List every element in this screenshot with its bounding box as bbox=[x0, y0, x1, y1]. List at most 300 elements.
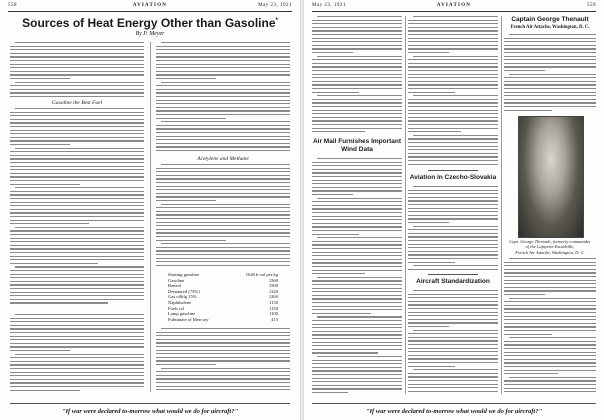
text-line bbox=[156, 60, 290, 61]
fuel-heat-value: 1320 bbox=[268, 288, 278, 294]
text-line bbox=[413, 56, 498, 57]
text-line bbox=[312, 187, 402, 188]
text-line bbox=[156, 103, 290, 104]
text-line bbox=[408, 366, 455, 367]
magazine-name: AVIATION bbox=[436, 3, 472, 8]
text-line bbox=[504, 355, 596, 356]
text-line bbox=[312, 306, 402, 307]
text-line bbox=[408, 120, 498, 121]
text-line bbox=[408, 315, 498, 316]
text-line bbox=[10, 155, 144, 156]
text-line bbox=[10, 318, 144, 319]
text-line bbox=[408, 142, 498, 143]
magazine-name: AVIATION bbox=[132, 3, 168, 8]
text-line bbox=[408, 244, 498, 245]
text-line bbox=[408, 38, 498, 39]
text-line bbox=[312, 338, 402, 339]
text-line bbox=[408, 81, 498, 82]
text-line bbox=[312, 262, 402, 263]
text-line bbox=[408, 66, 498, 67]
heading-captain-thenault: Captain George Thenault bbox=[511, 16, 589, 23]
footer-slogan: "If war were declared to-morrow what would we do for aircraft?" bbox=[61, 408, 239, 415]
text-line bbox=[156, 353, 290, 354]
fuel-name: Denatured (75%) bbox=[168, 288, 200, 294]
text-line bbox=[156, 254, 290, 255]
text-line bbox=[312, 128, 402, 129]
text-line bbox=[408, 229, 498, 230]
text-line bbox=[504, 88, 596, 89]
text-line bbox=[312, 342, 402, 343]
profile-subtitle: French Air Attache, Washington, D. C. bbox=[510, 25, 590, 30]
text-line bbox=[156, 350, 290, 351]
text-line bbox=[312, 30, 402, 31]
text-line bbox=[10, 173, 144, 174]
text-line bbox=[509, 377, 596, 378]
text-line bbox=[317, 277, 402, 278]
text-line bbox=[10, 325, 144, 326]
text-line bbox=[408, 258, 498, 259]
text-line bbox=[10, 115, 144, 116]
text-line bbox=[156, 258, 290, 259]
text-line bbox=[312, 117, 402, 118]
body-column-2 bbox=[156, 42, 290, 392]
text-line bbox=[413, 226, 498, 227]
text-line bbox=[156, 357, 290, 358]
text-line bbox=[504, 359, 596, 360]
text-line bbox=[10, 346, 144, 347]
text-line bbox=[408, 297, 498, 298]
text-line bbox=[156, 335, 290, 336]
fuel-name: Starting gasoline bbox=[168, 272, 200, 277]
text-line bbox=[10, 256, 144, 257]
text-line bbox=[504, 59, 596, 60]
text-line bbox=[15, 108, 144, 109]
text-line bbox=[312, 27, 402, 28]
text-line bbox=[156, 211, 290, 212]
text-line bbox=[504, 391, 596, 392]
text-line bbox=[408, 138, 498, 139]
text-line bbox=[408, 34, 498, 35]
text-line bbox=[504, 269, 596, 270]
text-line bbox=[408, 204, 498, 205]
text-line bbox=[10, 339, 144, 340]
text-line bbox=[156, 332, 290, 333]
text-line bbox=[10, 220, 144, 221]
text-line bbox=[10, 209, 144, 210]
text-line bbox=[10, 382, 144, 383]
text-line bbox=[504, 66, 596, 67]
text-line bbox=[408, 222, 449, 223]
text-line bbox=[156, 339, 290, 340]
fuel-name: Naphthalene bbox=[168, 299, 192, 305]
text-line bbox=[161, 328, 290, 329]
text-line bbox=[156, 261, 290, 262]
text-line bbox=[504, 344, 596, 345]
text-line bbox=[10, 122, 144, 123]
text-line bbox=[312, 113, 402, 114]
fuel-name: Fuels oil bbox=[168, 305, 184, 311]
text-line bbox=[408, 45, 498, 46]
text-line bbox=[156, 229, 290, 230]
text-line bbox=[10, 74, 144, 75]
text-line bbox=[408, 294, 498, 295]
text-line bbox=[156, 189, 290, 190]
text-line bbox=[312, 70, 402, 71]
text-line bbox=[408, 312, 498, 313]
text-line bbox=[408, 84, 498, 85]
text-line bbox=[10, 85, 144, 86]
text-line bbox=[408, 215, 498, 216]
text-line bbox=[312, 388, 402, 389]
text-line bbox=[156, 132, 290, 133]
text-line bbox=[15, 42, 144, 43]
text-line bbox=[156, 125, 290, 126]
text-line bbox=[156, 143, 290, 144]
text-line bbox=[10, 53, 144, 54]
text-line bbox=[312, 41, 402, 42]
text-line bbox=[10, 299, 144, 300]
text-line bbox=[312, 124, 402, 125]
text-line bbox=[156, 386, 290, 387]
text-line bbox=[504, 380, 596, 381]
text-line bbox=[312, 230, 402, 231]
text-line bbox=[312, 255, 402, 256]
text-line bbox=[156, 110, 290, 111]
footer-rule bbox=[10, 403, 290, 404]
text-line bbox=[504, 95, 596, 96]
text-line bbox=[504, 294, 545, 295]
fuel-name: Lamp gasoline bbox=[168, 311, 196, 317]
text-line bbox=[10, 151, 144, 152]
text-line bbox=[10, 288, 144, 289]
text-line bbox=[15, 314, 144, 315]
text-line bbox=[15, 82, 144, 83]
text-line bbox=[10, 321, 144, 322]
text-line bbox=[312, 248, 402, 249]
text-line bbox=[10, 361, 144, 362]
text-line bbox=[504, 373, 558, 374]
text-line bbox=[312, 120, 402, 121]
header-rule bbox=[8, 11, 292, 12]
text-line bbox=[504, 283, 596, 284]
text-line bbox=[312, 288, 402, 289]
right-page bbox=[304, 0, 604, 420]
text-line bbox=[312, 172, 402, 173]
text-line bbox=[10, 60, 144, 61]
text-line bbox=[312, 66, 402, 67]
text-line bbox=[10, 162, 144, 163]
text-line bbox=[161, 164, 290, 165]
issue-date: May 23, 1921 bbox=[258, 3, 292, 8]
text-line bbox=[156, 96, 290, 97]
text-line bbox=[509, 74, 596, 75]
text-line bbox=[156, 382, 290, 383]
heading-air-mail-wind-data: Air Mail Furnishes Important Wind Data bbox=[312, 138, 402, 153]
text-line bbox=[156, 342, 290, 343]
text-line bbox=[156, 178, 290, 179]
text-line bbox=[504, 70, 545, 71]
text-line bbox=[10, 96, 144, 97]
column-divider bbox=[150, 42, 151, 392]
text-line bbox=[10, 372, 144, 373]
text-line bbox=[10, 126, 144, 127]
text-line bbox=[156, 225, 290, 226]
text-line bbox=[312, 298, 402, 299]
text-line bbox=[156, 136, 290, 137]
text-line bbox=[504, 110, 552, 111]
text-line bbox=[156, 346, 290, 347]
text-line bbox=[504, 45, 596, 46]
text-line bbox=[312, 381, 402, 382]
text-line bbox=[156, 250, 290, 251]
text-line bbox=[10, 216, 144, 217]
text-line bbox=[156, 240, 226, 241]
text-line bbox=[312, 302, 402, 303]
text-line bbox=[312, 84, 402, 85]
text-line bbox=[408, 52, 449, 53]
text-line bbox=[10, 56, 144, 57]
text-line bbox=[312, 45, 402, 46]
text-line bbox=[504, 362, 596, 363]
text-line bbox=[156, 222, 290, 223]
text-line bbox=[312, 92, 359, 93]
text-line bbox=[10, 198, 144, 199]
text-line bbox=[312, 280, 402, 281]
text-line bbox=[161, 368, 290, 369]
text-line bbox=[312, 165, 402, 166]
text-line bbox=[312, 266, 402, 267]
fuel-table-row bbox=[168, 317, 278, 323]
text-line bbox=[161, 243, 290, 244]
fuel-name: Gasoline bbox=[168, 277, 185, 283]
text-line bbox=[317, 198, 402, 199]
text-line bbox=[312, 374, 402, 375]
text-line bbox=[312, 38, 402, 39]
text-line bbox=[10, 166, 144, 167]
text-line bbox=[408, 326, 449, 327]
text-line bbox=[408, 340, 498, 341]
text-line bbox=[156, 186, 290, 187]
text-line bbox=[312, 259, 402, 260]
text-line bbox=[10, 292, 144, 293]
text-line bbox=[312, 77, 402, 78]
text-line bbox=[15, 227, 144, 228]
text-line bbox=[156, 375, 290, 376]
text-line bbox=[312, 88, 402, 89]
text-line bbox=[413, 330, 498, 331]
column-divider bbox=[501, 16, 502, 394]
text-line bbox=[156, 78, 216, 79]
text-line bbox=[312, 219, 402, 220]
text-line bbox=[408, 110, 498, 111]
fuel-name: Benzol bbox=[168, 283, 182, 289]
text-line bbox=[156, 53, 290, 54]
text-line bbox=[156, 100, 290, 101]
text-line bbox=[15, 266, 144, 267]
text-line bbox=[408, 131, 461, 132]
text-line bbox=[509, 337, 596, 338]
text-line bbox=[10, 281, 144, 282]
text-line bbox=[413, 265, 498, 266]
text-line bbox=[10, 133, 144, 134]
text-line bbox=[156, 182, 290, 183]
text-line bbox=[10, 223, 89, 224]
text-line bbox=[10, 64, 144, 65]
text-line bbox=[317, 16, 402, 17]
text-line bbox=[312, 201, 402, 202]
text-line bbox=[312, 324, 402, 325]
text-line bbox=[408, 190, 498, 191]
text-line bbox=[156, 371, 290, 372]
text-line bbox=[10, 137, 144, 138]
text-line bbox=[408, 208, 498, 209]
text-line bbox=[10, 212, 144, 213]
text-line bbox=[312, 367, 402, 368]
text-line bbox=[156, 193, 290, 194]
text-line bbox=[408, 102, 498, 103]
text-line bbox=[408, 59, 498, 60]
text-line bbox=[317, 95, 402, 96]
fuel-name: Gas oilblg 15% bbox=[168, 294, 197, 300]
text-line bbox=[10, 252, 144, 253]
text-line bbox=[156, 92, 290, 93]
text-line bbox=[10, 202, 144, 203]
text-line bbox=[312, 360, 402, 361]
text-line bbox=[312, 20, 402, 21]
text-line bbox=[408, 362, 498, 363]
text-line bbox=[10, 379, 144, 380]
text-line bbox=[408, 99, 498, 100]
text-line bbox=[504, 287, 596, 288]
byline: By P. Meyer bbox=[135, 31, 165, 37]
text-line bbox=[156, 89, 290, 90]
text-line bbox=[504, 272, 596, 273]
text-line bbox=[10, 176, 144, 177]
text-line bbox=[408, 304, 498, 305]
left-page bbox=[0, 0, 300, 420]
text-line bbox=[408, 153, 498, 154]
text-line bbox=[10, 343, 144, 344]
text-line bbox=[10, 67, 144, 68]
text-line bbox=[408, 348, 498, 349]
text-line bbox=[10, 180, 144, 181]
text-line bbox=[10, 284, 144, 285]
fuel-heat-value: 1100 bbox=[268, 311, 278, 317]
text-line bbox=[312, 194, 353, 195]
text-line bbox=[312, 370, 402, 371]
text-line bbox=[408, 70, 498, 71]
text-line bbox=[312, 291, 402, 292]
text-line bbox=[408, 301, 498, 302]
text-line bbox=[161, 204, 290, 205]
text-line bbox=[156, 232, 290, 233]
text-line bbox=[312, 131, 365, 132]
text-line bbox=[156, 118, 226, 119]
text-line bbox=[413, 95, 498, 96]
text-line bbox=[156, 218, 290, 219]
text-line bbox=[504, 276, 596, 277]
text-line bbox=[312, 106, 402, 107]
text-line bbox=[413, 135, 498, 136]
text-line bbox=[312, 102, 402, 103]
text-line bbox=[504, 63, 596, 64]
text-line bbox=[156, 171, 290, 172]
text-line bbox=[156, 196, 290, 197]
text-line bbox=[408, 48, 498, 49]
text-line bbox=[504, 48, 596, 49]
text-line bbox=[10, 270, 144, 271]
section-rule bbox=[428, 274, 478, 275]
text-line bbox=[504, 334, 552, 335]
text-line bbox=[312, 34, 402, 35]
text-line bbox=[161, 121, 290, 122]
text-line bbox=[408, 380, 498, 381]
text-line bbox=[161, 82, 290, 83]
text-line bbox=[312, 241, 402, 242]
text-line bbox=[408, 23, 498, 24]
text-line bbox=[10, 205, 144, 206]
text-line bbox=[10, 46, 144, 47]
text-line bbox=[408, 269, 498, 270]
text-line bbox=[156, 146, 290, 147]
text-line bbox=[408, 117, 498, 118]
fuel-heat-value: 1640 k-cal per kg bbox=[245, 272, 278, 277]
heading-czecho-slovakia: Aviation in Czecho-Slovakia bbox=[409, 174, 497, 181]
text-line bbox=[156, 247, 290, 248]
text-line bbox=[312, 295, 402, 296]
text-line bbox=[312, 334, 402, 335]
fuel-heat-value: 1260 bbox=[268, 294, 278, 300]
caption-line-1: Capt. George Thenault, formerly commander of the Lafayette Escadrille, bbox=[509, 239, 591, 250]
column-divider bbox=[405, 16, 406, 394]
text-line bbox=[504, 366, 596, 367]
text-line bbox=[504, 265, 596, 266]
text-line bbox=[408, 247, 498, 248]
text-line bbox=[156, 74, 290, 75]
text-line bbox=[312, 190, 402, 191]
text-line bbox=[408, 236, 498, 237]
text-line bbox=[408, 197, 498, 198]
text-line bbox=[312, 48, 402, 49]
body-column-1 bbox=[312, 16, 402, 394]
text-line bbox=[312, 313, 371, 314]
text-line bbox=[413, 369, 498, 370]
text-line bbox=[408, 391, 498, 392]
fuel-heat-value: 1150 bbox=[268, 299, 278, 305]
text-line bbox=[312, 176, 402, 177]
text-line bbox=[312, 284, 402, 285]
text-line bbox=[504, 52, 596, 53]
text-line bbox=[408, 387, 498, 388]
text-line bbox=[408, 351, 498, 352]
text-line bbox=[312, 216, 402, 217]
text-line bbox=[10, 89, 144, 90]
fuel-name: Fulminate of Mercury bbox=[168, 316, 209, 322]
text-line bbox=[408, 128, 498, 129]
text-line bbox=[10, 169, 144, 170]
text-line bbox=[312, 23, 402, 24]
text-line bbox=[10, 302, 108, 303]
text-line bbox=[156, 378, 290, 379]
text-line bbox=[156, 364, 216, 365]
text-line bbox=[312, 385, 402, 386]
body-column-2 bbox=[408, 16, 498, 394]
text-line bbox=[504, 99, 596, 100]
text-line bbox=[10, 248, 144, 249]
text-line bbox=[312, 183, 402, 184]
fuel-heat-value: 1150 bbox=[268, 305, 278, 311]
text-line bbox=[408, 156, 498, 157]
